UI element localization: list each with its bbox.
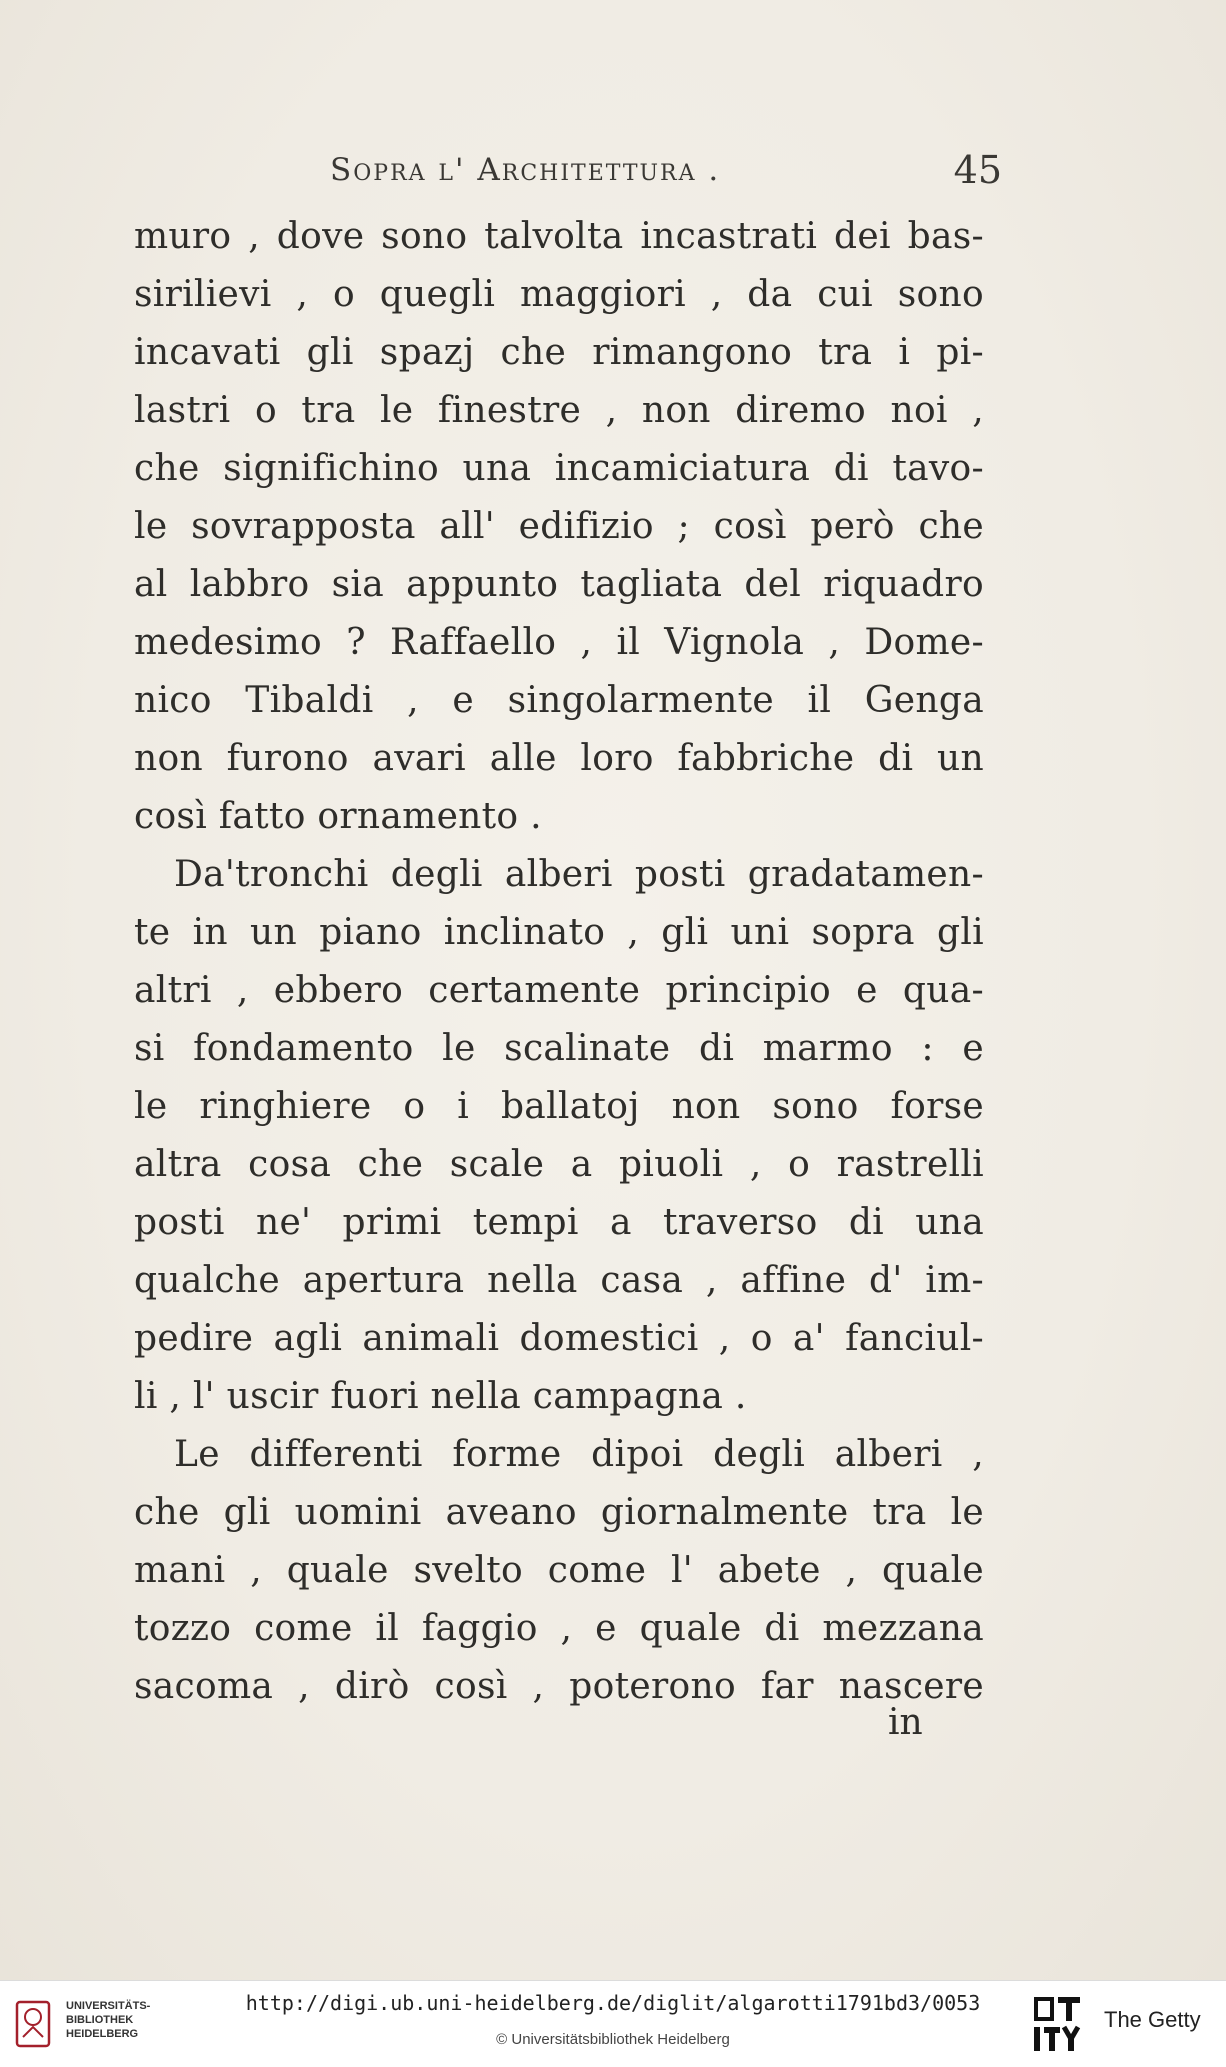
page-number: 45 (953, 148, 1002, 192)
text-line: qualche apertura nella casa , affine d' im- (134, 1260, 984, 1301)
text-line: posti ne' primi tempi a traverso di una (134, 1202, 984, 1243)
text-line: incavati gli spazj che rimangono tra i pi- (134, 332, 984, 373)
text-line: non furono avari alle loro fabbriche di un (134, 738, 984, 779)
copyright-notice: © Universitätsbibliothek Heidelberg (496, 2031, 730, 2048)
text-line: che significhino una incamiciatura di tavo- (134, 448, 984, 489)
text-line: mani , quale svelto come l' abete , quale (134, 1550, 984, 1591)
catchword: in (888, 1702, 923, 1743)
text-line: altra cosa che scale a piuoli , o rastrelli (134, 1144, 984, 1185)
text-line: tozzo come il faggio , e quale di mezzana (134, 1608, 984, 1649)
text-line: medesimo ? Raffaello , il Vignola , Dome- (134, 622, 984, 663)
running-head: Sopra l' Architettura . (330, 152, 721, 188)
body-text (134, 208, 984, 1716)
permalink-url[interactable]: http://digi.ub.uni-heidelberg.de/diglit/algarotti1791bd3/0053 (245, 1991, 981, 2015)
institution-line: UNIVERSITÄTS- (66, 2000, 151, 2012)
text-line: che gli uomini aveano giornalmente tra le (134, 1492, 984, 1533)
text-line: le ringhiere o i ballatoj non sono forse (134, 1086, 984, 1127)
text-line: altri , ebbero certamente principio e qua- (134, 970, 984, 1011)
text-line: le sovrapposta all' edifizio ; così però che (134, 506, 984, 547)
page-header (330, 148, 1002, 196)
text-line: muro , dove sono talvolta incastrati dei bas- (134, 216, 984, 257)
text-line: sirilievi , o quegli maggiori , da cui sono (134, 274, 984, 315)
text-line: te in un piano inclinato , gli uni sopra gli (134, 912, 984, 953)
text-line: nico Tibaldi , e singolarmente il Genga (134, 680, 984, 721)
text-line: Da'tronchi degli alberi posti gradatamen- (174, 854, 984, 895)
text-line: pedire agli animali domestici , o a' fanciul- (134, 1318, 984, 1359)
partner-name: The Getty (1104, 2007, 1201, 2032)
text-line: al labbro sia appunto tagliata del riquadro (134, 564, 984, 605)
getty-logo-icon (1032, 1995, 1082, 2053)
institution-line: BIBLIOTHEK (66, 2014, 134, 2026)
text-line: Le differenti forme dipoi degli alberi , (174, 1434, 984, 1475)
institution-line: HEIDELBERG (66, 2028, 139, 2040)
text-line: li , l' uscir fuori nella campagna . (134, 1376, 747, 1417)
text-line: sacoma , dirò così , poterono far nascere (134, 1666, 984, 1707)
text-line: così fatto ornamento . (134, 796, 542, 837)
text-line: si fondamento le scalinate di marmo : e (134, 1028, 984, 1069)
text-line: lastri o tra le finestre , non diremo noi , (134, 390, 984, 431)
digitization-footer (0, 1980, 1226, 2067)
